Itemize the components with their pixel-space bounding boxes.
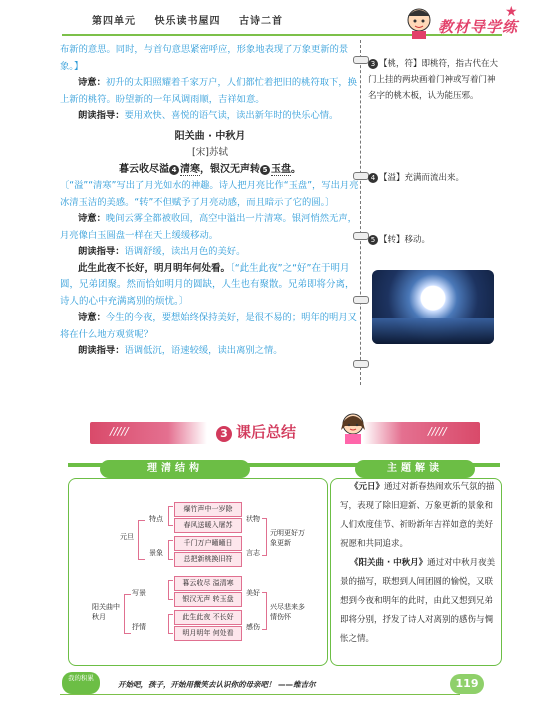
footer-rule [60, 694, 460, 695]
topic-label: 古诗二首 [238, 16, 283, 27]
section-title: 3 课后总结 [210, 421, 302, 442]
poem1-title: 元旦 [120, 533, 134, 541]
column-divider [360, 40, 362, 385]
bracket [138, 520, 145, 560]
label-shiyi-3: 诗意： [78, 312, 106, 323]
annotation-2: 〔“此生此夜”之“好”在于明月圆，兄弟团聚。然而恰如明月的圆缺，人生也有聚散。兄弟即将分离，诗人的心中充满离别的烦忧。〕 [60, 262, 355, 307]
poem-author: [宋]苏轼 [192, 147, 228, 158]
poem-title: 阳关曲 · 中秋月 [174, 130, 246, 142]
binder-ring [353, 172, 369, 180]
moon-sea-illustration [372, 318, 494, 344]
poem1-feature: 特点 [149, 515, 163, 523]
line-box: 总把新桃换旧符 [174, 552, 242, 567]
line-box: 春风送暖入屠苏 [174, 518, 242, 533]
bracket [168, 580, 173, 600]
theme-para-1: 《元日》通过对新春热闹欢乐气氛的描写，表现了除旧迎新、万象更新的景象和人们欢度佳节、祈盼新年吉祥如意的美好祝愿和共同追求。 [340, 482, 495, 549]
poem1-r1: 状物 [246, 515, 260, 523]
main-text [60, 42, 360, 360]
poem-line-2: 此生此夜不长好，明月明年何处看。〔“此生此夜”之“好”在于明月圆，兄弟团聚。然而恰如明月的圆缺，人生也有聚散。兄弟即将分离，诗人的心中充满离别的烦忧。〕 [60, 262, 355, 307]
structure-tag: 理清结构 [100, 460, 250, 478]
poem1-result: 元明更好万象更新 [270, 529, 305, 547]
label-reading-2: 朗读指导： [78, 246, 125, 257]
bracket [168, 506, 173, 526]
line-box: 此生此夜 不长好 [174, 610, 242, 625]
banner-deco-right: ///// [428, 425, 447, 438]
para-shiyi-2: 晚间云雾全都被收回，高空中溢出一片清寒。银河悄然无声，月亮像白玉圆盘一样在天上缓缓移动。 [60, 213, 357, 241]
binder-ring [353, 360, 369, 368]
section-number: 3 [216, 426, 232, 442]
section-label: 快乐读书屋四 [154, 16, 221, 27]
line-box: 银汉无声 转玉盘 [174, 592, 242, 607]
line-box: 暮云收尽 溢清寒 [174, 576, 242, 591]
para-reading-3: 语调低沉，语速较缓，读出离别之情。 [124, 345, 283, 356]
label-shiyi-1: 诗意： [78, 77, 106, 88]
poem1-scene: 景象 [149, 549, 163, 557]
label-shiyi-2: 诗意： [78, 213, 106, 224]
para-reading-2: 语调舒缓，读出月色的美好。 [124, 246, 246, 257]
binder-ring [353, 232, 369, 240]
note-4: 4 【溢】充满而流出来。 [368, 170, 498, 186]
poem2-title: 阳关曲中秋月 [92, 603, 120, 621]
theme-para-2: 《阳关曲 · 中秋月》通过对中秋月夜美景的描写，联想到人间团圆的愉悦，又联想到今夜和明年的此时，由此又想到兄弟即将分别，抒发了诗人对离别的感伤与惆怅之情。 [340, 558, 496, 644]
bracket [168, 614, 173, 634]
line-box: 明月明年 何处看 [174, 626, 242, 641]
binder-ring [353, 56, 369, 64]
star-icon: ★ [505, 4, 518, 20]
bracket [262, 518, 267, 556]
para-shiyi-3: 今生的今夜，要想始终保持美好，是很不易的；明年的明月又将在什么地方观赏呢？ [60, 312, 357, 340]
poem2-scene: 写景 [132, 589, 146, 597]
poem-line-1: 暮云收尽溢 4 清寒，银汉无声转 5 玉盘。 [119, 163, 301, 175]
banner-deco-left: ///// [110, 425, 129, 438]
girl-illustration-icon [335, 410, 371, 444]
brand-logo: 教材导学练 [438, 18, 519, 36]
para-reading-1: 要用欢快、喜悦的语气读，读出新年时的快乐心情。 [124, 110, 339, 121]
my-collection-badge: 我的积累 [62, 672, 100, 694]
poem2-r2: 感伤 [246, 623, 260, 631]
bracket [124, 594, 131, 634]
page-number: 119 [450, 674, 484, 694]
poem2-emotion: 抒情 [132, 623, 146, 631]
page-header [92, 12, 297, 27]
label-reading-1: 朗读指导： [78, 110, 125, 121]
note-3: 3 【桃，符】即桃符，指古代在大门上挂的两块画着门神或写着门神名字的桃木板，认为能压邪。 [368, 59, 499, 101]
note-5: 5 【转】移动。 [368, 232, 498, 248]
unit-label: 第四单元 [92, 16, 136, 27]
annotation-1: 〔“溢”“清寒”写出了月光如水的神趣。诗人把月亮比作“玉盘”，写出月亮冰清玉洁的美感。“转”不但赋予了月亮动感，而且暗示了它的圆。〕 [60, 180, 359, 208]
bracket [262, 592, 267, 630]
theme-tag: 主题解读 [355, 460, 475, 478]
label-reading-3: 朗读指导： [78, 345, 125, 356]
theme-text [340, 478, 500, 649]
poem1-r2: 言志 [246, 549, 260, 557]
bracket [168, 540, 173, 560]
poem2-result: 兴尽悲来多情伤怀 [270, 603, 305, 621]
line-box: 爆竹声中一岁除 [174, 502, 242, 517]
mascot-icon [404, 6, 434, 40]
para-shiyi-1: 初升的太阳照耀着千家万户，人们都忙着把旧的桃符取下，换上新的桃符。盼望新的一年风调雨顺，吉祥如意。 [60, 77, 357, 105]
footer-quote: 开始吧，孩子，开始用微笑去认识你的母亲吧！ ——维吉尔 [118, 680, 316, 689]
header-rule [62, 34, 502, 36]
poem2-r1: 美好 [246, 589, 260, 597]
para-1: 布新的意思。同时，与首句意思紧密呼应，形象地表现了万象更新的景象。】 [60, 44, 349, 72]
line-box: 千门万户曈曈日 [174, 536, 242, 551]
binder-ring [353, 296, 369, 304]
